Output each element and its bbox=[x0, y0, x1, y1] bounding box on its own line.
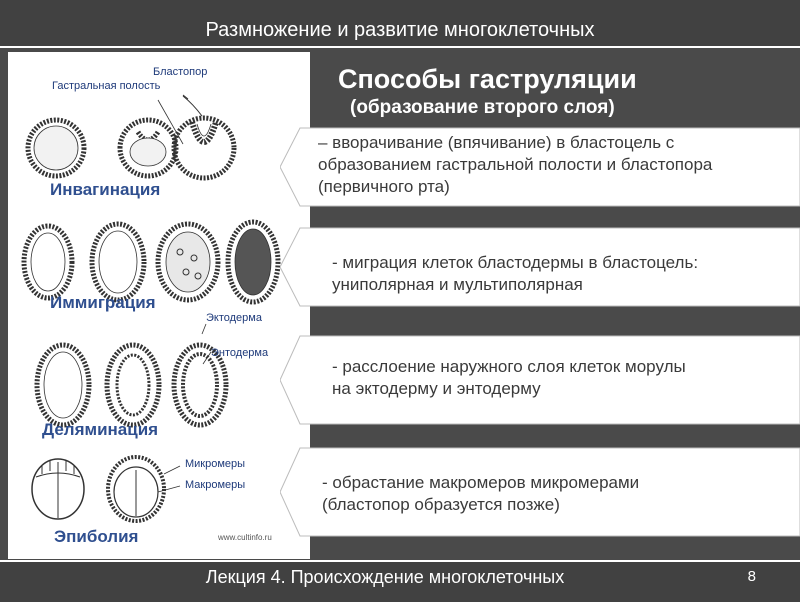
ectoderm-label: Эктодерма bbox=[206, 312, 262, 324]
macromeres-pointer bbox=[158, 486, 180, 492]
page-subheading: (образование второго слоя) bbox=[350, 97, 615, 118]
description-delamination: - расслоение наружного слоя клеток морулы на эктодерму и энтодерму bbox=[332, 357, 686, 398]
invagination-stage-2 bbox=[120, 120, 176, 176]
page-heading: Способы гаструляции bbox=[338, 64, 637, 94]
delamination-stage-1 bbox=[37, 345, 89, 425]
delamination-stage-2 bbox=[107, 345, 159, 425]
slide-title: Размножение и развитие многоклеточных bbox=[205, 19, 595, 41]
micromeres-pointer bbox=[164, 466, 180, 474]
immigration-stage-3 bbox=[158, 224, 218, 300]
endoderm-label: Энтодерма bbox=[211, 347, 269, 359]
immigration-stage-2 bbox=[92, 224, 144, 300]
immigration-stage-1 bbox=[24, 226, 72, 298]
immigration-stage-4 bbox=[228, 222, 278, 302]
blastopore-pointer bbox=[183, 96, 202, 116]
epiboly-stage-2 bbox=[108, 457, 164, 521]
description-immigration: - миграция клеток бластодермы в бластоцель: униполярная и мультиполярная bbox=[332, 253, 699, 294]
footer-title: Лекция 4. Происхождение многоклеточных bbox=[205, 567, 565, 587]
slide-footer bbox=[0, 560, 800, 602]
image-credit: www.cultinfo.ru bbox=[218, 533, 272, 542]
description-epiboly: - обрастание макромеров микромерами (бластопор образуется позже) bbox=[322, 473, 640, 514]
macromeres-label: Макромеры bbox=[185, 479, 246, 491]
method-label-immigration: Иммиграция bbox=[50, 293, 156, 312]
micromeres-label: Микромеры bbox=[185, 458, 246, 470]
method-label-epiboly: Эпиболия bbox=[54, 527, 139, 546]
invagination-stage-3 bbox=[174, 118, 234, 178]
method-label-delamination: Деляминация bbox=[42, 420, 159, 439]
slide-header bbox=[0, 0, 800, 48]
page-number: 8 bbox=[747, 568, 756, 585]
ectoderm-pointer bbox=[202, 324, 206, 334]
method-label-invagination: Инвагинация bbox=[50, 180, 161, 199]
description-invagination: – вворачивание (впячивание) в бластоцель с образованием гастральной полости и бластопора (первичного рта) bbox=[318, 133, 713, 196]
gastral-cavity-label: Гастральная полость bbox=[52, 80, 161, 92]
invagination-stage-1 bbox=[28, 120, 84, 176]
epiboly-stage-1 bbox=[32, 459, 84, 519]
blastopore-label: Бластопор bbox=[153, 66, 208, 78]
